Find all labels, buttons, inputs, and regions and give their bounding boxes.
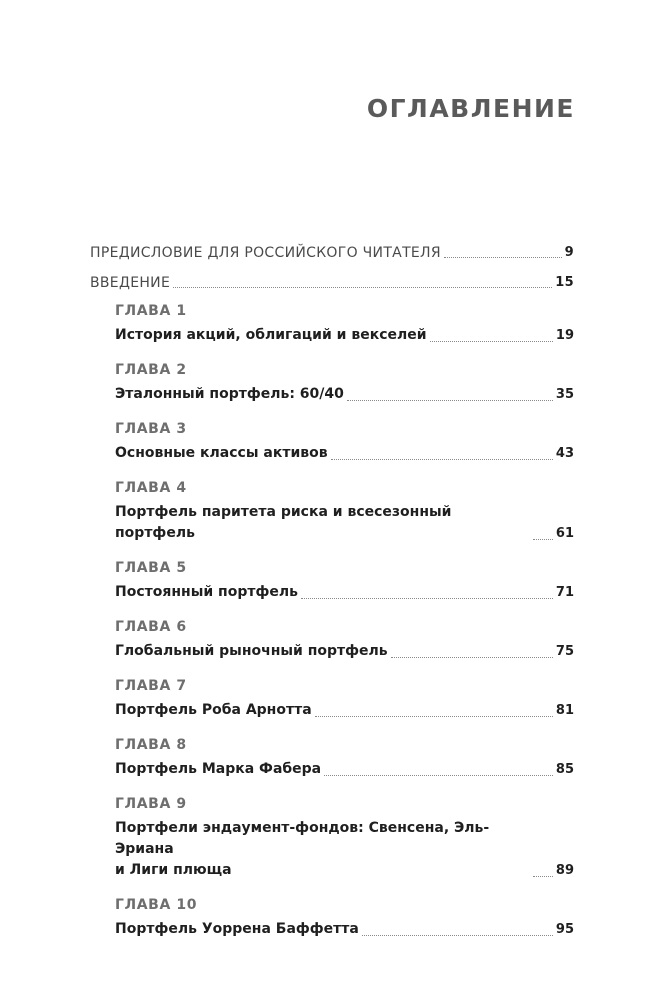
toc-entry-preface[interactable] [90,232,574,262]
chapter-page: 43 [555,446,574,461]
toc-chapter-9[interactable] [115,795,574,881]
chapter-label: ГЛАВА 5 [115,560,187,576]
dot-leader [301,597,553,599]
chapter-label: ГЛАВА 6 [115,619,187,635]
chapter-label: ГЛАВА 7 [115,678,187,694]
chapter-page: 71 [555,585,574,600]
chapter-title: Основные классы активов [115,445,328,461]
toc-chapter-8[interactable] [115,736,574,780]
toc-entry-title: ПРЕДИСЛОВИЕ ДЛЯ РОССИЙСКОГО ЧИТАТЕЛЯ [90,245,441,261]
chapter-title: Портфель паритета риска и всесезонный портфель [115,504,452,541]
chapter-title: Глобальный рыночный портфель [115,643,388,659]
table-of-contents [90,232,574,940]
toc-chapter-2[interactable] [115,361,574,405]
dot-leader [331,458,553,460]
toc-chapter-6[interactable] [115,618,574,662]
toc-chapter-7[interactable] [115,677,574,721]
dot-leader [347,399,553,401]
chapter-page: 95 [555,922,574,937]
chapter-entry [115,641,574,662]
chapter-label: ГЛАВА 2 [115,362,187,378]
chapter-entry [115,325,574,346]
chapter-title: Портфели эндаумент-фондов: Свенсена, Эль-Эриана и Лиги плюща [115,820,490,878]
toc-chapter-3[interactable] [115,420,574,464]
chapter-title: Постоянный портфель [115,584,298,600]
chapter-title: Эталонный портфель: 60/40 [115,386,344,402]
chapter-entry [115,919,574,940]
chapter-title: Портфель Уоррена Баффетта [115,921,359,937]
dot-leader [391,656,553,658]
dot-leader [533,875,553,877]
toc-chapter-4[interactable] [115,479,574,544]
chapter-page: 81 [555,703,574,718]
chapter-entry [115,700,574,721]
toc-entry-page: 9 [564,245,574,260]
chapter-list [90,302,574,940]
chapter-entry [115,443,574,464]
chapter-label: ГЛАВА 1 [115,303,187,319]
chapter-label: ГЛАВА 4 [115,480,187,496]
chapter-page: 61 [555,526,574,541]
dot-leader [362,934,553,936]
chapter-page: 89 [555,863,574,878]
chapter-label: ГЛАВА 8 [115,737,187,753]
chapter-entry [115,818,574,881]
page-title: ОГЛАВЛЕНИЕ [366,94,575,123]
dot-leader [173,286,552,288]
chapter-title: Портфель Роба Арнотта [115,702,312,718]
dot-leader [430,340,553,342]
toc-chapter-10[interactable] [115,896,574,940]
dot-leader [444,256,562,258]
toc-chapter-5[interactable] [115,559,574,603]
chapter-title: Портфель Марка Фабера [115,761,322,777]
dot-leader [533,538,553,540]
chapter-title: История акций, облигаций и векселей [115,327,427,343]
toc-entry-page: 15 [555,275,574,290]
dot-leader [315,715,553,717]
chapter-entry [115,502,574,544]
chapter-page: 19 [555,328,574,343]
chapter-page: 35 [555,387,574,402]
chapter-label: ГЛАВА 9 [115,796,187,812]
toc-entry-title: ВВЕДЕНИЕ [90,275,171,291]
chapter-label: ГЛАВА 10 [115,897,198,913]
chapter-page: 75 [555,644,574,659]
toc-chapter-1[interactable] [115,302,574,346]
chapter-entry [115,384,574,405]
dot-leader [324,774,553,776]
chapter-entry [115,582,574,603]
chapter-page: 85 [555,762,574,777]
chapter-entry [115,759,574,780]
chapter-label: ГЛАВА 3 [115,421,187,437]
toc-entry-introduction[interactable] [90,262,574,292]
